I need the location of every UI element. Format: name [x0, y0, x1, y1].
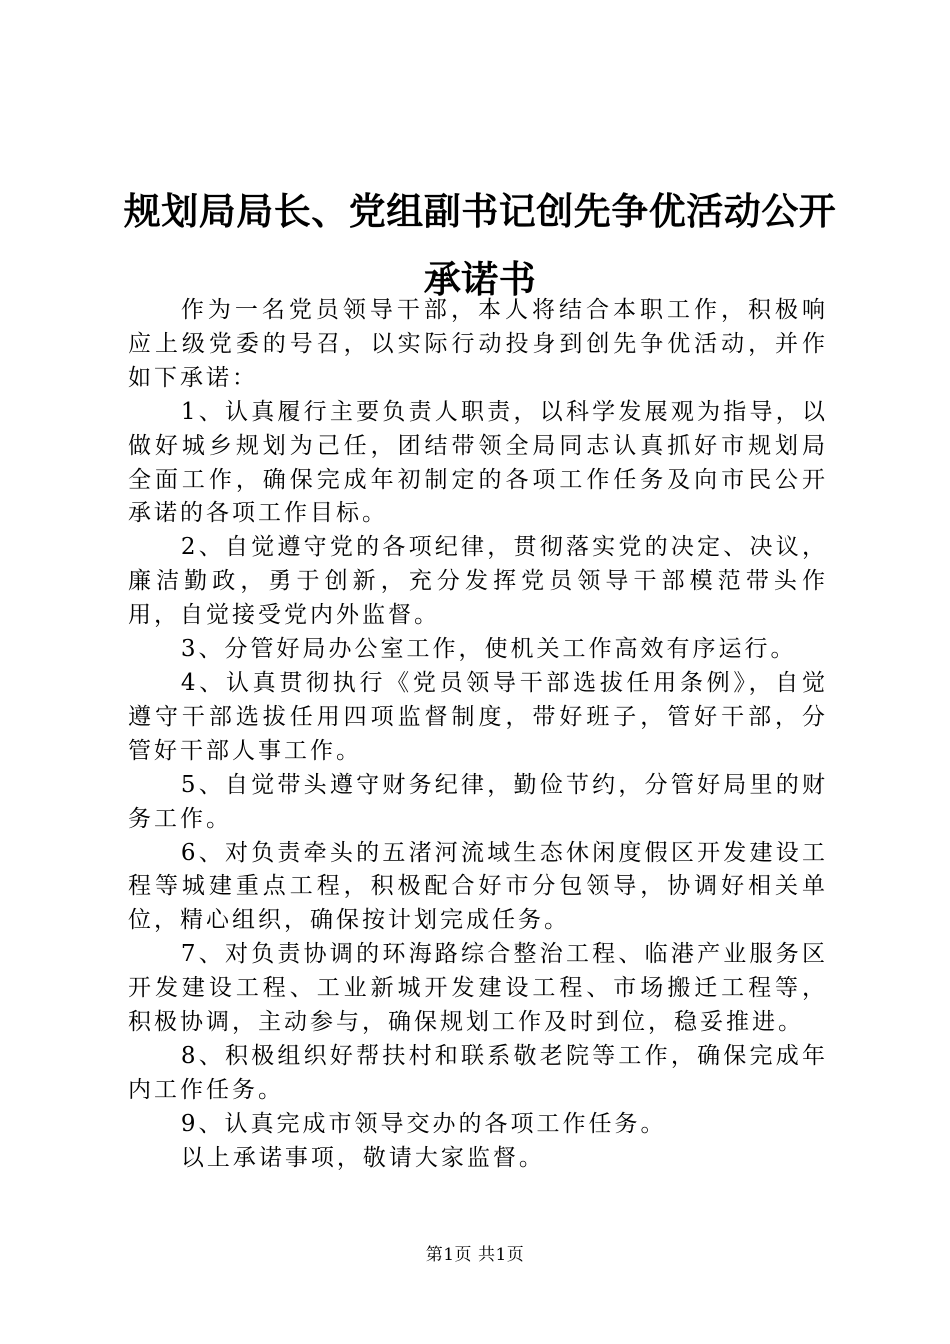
paragraph-intro: 作为一名党员领导干部，本人将结合本职工作，积极响应上级党委的号召，以实际行动投身到创先争优活动，并作如下承诺： [128, 297, 828, 391]
paragraph-item-9: 9、认真完成市领导交办的各项工作任务。 [180, 1110, 667, 1137]
document-title: 规划局局长、党组副书记创先争优活动公开承诺书 [123, 190, 837, 301]
paragraph-item-3: 3、分管好局办公室工作，使机关工作高效有序运行。 [180, 636, 797, 663]
paragraph-item-7: 7、对负责协调的环海路综合整治工程、临港产业服务区开发建设工程、工业新城开发建设工程、市场搬迁工程等，积极协调，主动参与，确保规划工作及时到位，稳妥推进。 [128, 941, 828, 1036]
paragraph-item-8: 8、积极组织好帮扶村和联系敬老院等工作，确保完成年内工作任务。 [128, 1042, 828, 1103]
paragraph-item-4: 4、认真贯彻执行《党员领导干部选拔任用条例》，自觉遵守干部选拔任用四项监督制度，带好班子，管好干部，分管好干部人事工作。 [128, 669, 828, 764]
paragraph-item-2: 2、自觉遵守党的各项纪律，贯彻落实党的决定、决议，廉洁勤政，勇于创新，充分发挥党员领导干部模范带头作用，自觉接受党内外监督。 [128, 534, 828, 629]
page-footer: 第1页 共1页 [425, 1245, 525, 1265]
paragraph-item-6: 6、对负责牵头的五渚河流域生态休闲度假区开发建设工程等城建重点工程，积极配合好市分包领导，协调好相关单位，精心组织，确保按计划完成任务。 [128, 839, 828, 934]
paragraph-item-5: 5、自觉带头遵守财务纪律，勤俭节约，分管好局里的财务工作。 [128, 771, 828, 832]
paragraph-item-1: 1、认真履行主要负责人职责，以科学发展观为指导，以做好城乡规划为己任，团结带领全局同志认真抓好市规划局全面工作，确保完成年初制定的各项工作任务及向市民公开承诺的各项工作目标。 [128, 398, 828, 527]
paragraph-closing: 以上承诺事项，敬请大家监督。 [180, 1144, 545, 1171]
document-body [128, 294, 828, 1176]
